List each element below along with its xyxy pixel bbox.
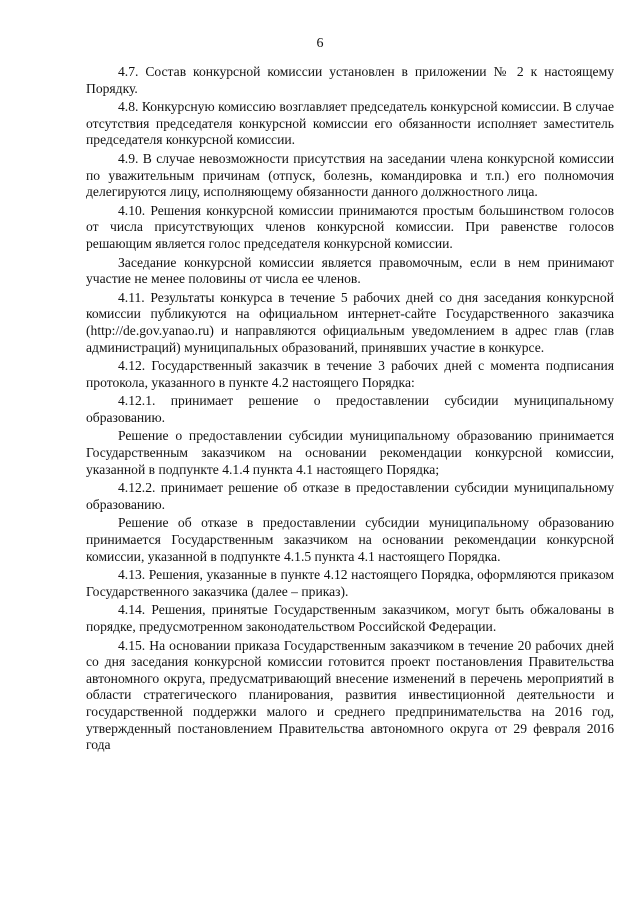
paragraph-4-10-quorum: Заседание конкурсной комиссии является правомочным, если в нем принимают участие не менее половины от числа ее членов.	[86, 254, 614, 287]
paragraph-4-11: 4.11. Результаты конкурса в течение 5 рабочих дней со дня заседания конкурсной комиссии публикуются на официальном интернет-сайте Государственного заказчика (http://de.gov.yanao.ru) и направляются официальным уведомлением в адрес глав (глав администраций) муниципальных образований, принявших участие в конкурсе.	[86, 289, 614, 355]
paragraph-4-15: 4.15. На основании приказа Государственным заказчиком в течение 20 рабочих дней со дня заседания конкурсной комиссии готовится проект постановления Правительства автономного округа, предусматривающий внесение изменений в перечень мероприятий в области стратегического планирования, развития инвестиционной деятельности и государственной поддержки малого и среднего предпринимательства на 2016 год, утвержденный постановлением Правительства автономного округа от 29 февраля 2016 года	[86, 637, 614, 753]
paragraph-4-12-1: 4.12.1. принимает решение о предоставлении субсидии муниципальному образованию.	[86, 393, 614, 425]
page-number: 6	[316, 36, 324, 51]
paragraph-4-12: 4.12. Государственный заказчик в течение 3 рабочих дней с момента подписания протокола, указанного в пункте 4.2 настоящего Порядка:	[86, 358, 614, 390]
paragraph-4-12-2-decision: Решение об отказе в предоставлении субсидии муниципальному образованию принимается Государственным заказчиком на основании рекомендации конкурсной комиссии, указанной в подпункте 4.1.5 пункта 4.1 настоящего Порядка.	[86, 515, 614, 564]
paragraph-4-7: 4.7. Состав конкурсной комиссии установлен в приложении № 2 к настоящему Порядку.	[86, 64, 614, 96]
paragraph-4-13: 4.13. Решения, указанные в пункте 4.12 настоящего Порядка, оформляются приказом Государственного заказчика (далее – приказ).	[86, 567, 614, 599]
paragraph-4-9: 4.9. В случае невозможности присутствия на заседании члена конкурсной комиссии по уважительным причинам (отпуск, болезнь, командировка и т.п.) его полномочия делегируются лицу, исполняющему обязанности данного должностного лица.	[86, 150, 614, 200]
paragraph-4-12-2: 4.12.2. принимает решение об отказе в предоставлении субсидии муниципальному образованию.	[86, 480, 614, 512]
paragraph-4-14: 4.14. Решения, принятые Государственным заказчиком, могут быть обжалованы в порядке, предусмотренном законодательством Российской Федерации.	[86, 602, 614, 634]
document-body	[86, 64, 614, 756]
paragraph-4-8: 4.8. Конкурсную комиссию возглавляет председатель конкурсной комиссии. В случае отсутствия председателя конкурсной комиссии его обязанности исполняет заместитель председателя конкурсной комиссии.	[86, 99, 614, 148]
paragraph-4-12-1-decision: Решение о предоставлении субсидии муниципальному образованию принимается Государственным заказчиком на основании рекомендации конкурсной комиссии, указанной в подпункте 4.1.4 пункта 4.1 настоящего Порядка;	[86, 428, 614, 477]
paragraph-4-10: 4.10. Решения конкурсной комиссии принимаются простым большинством голосов от числа присутствующих членов конкурсной комиссии. При равенстве голосов решающим является голос председателя конкурсной комиссии.	[86, 202, 614, 251]
